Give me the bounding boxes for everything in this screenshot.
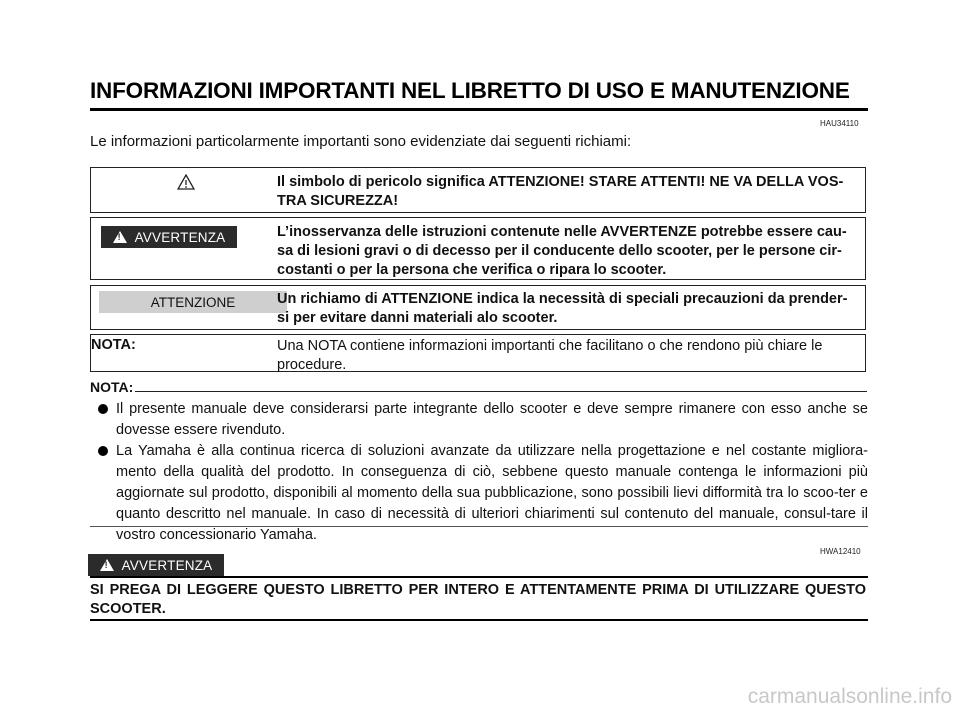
- bullet-text: La Yamaha è alla continua ricerca di soluzioni avanzate da utilizzare nella progettazione e nel costante migliora-mento della qualità del prodotto. In conseguenza di ciò, sebbene questo manuale contenga le informazioni più aggiornate sul prodotto, disponibili al momento della sua pubblicazione, sono possibili lievi difformità tra lo scoo-ter e quanto descritto nel manuale. In caso di necessità di ulteriori chiarimenti sul contenuto del manuale, consul-tare il vostro concessionario Yamaha.: [116, 443, 868, 543]
- list-item: [96, 399, 868, 441]
- section-separator: [90, 526, 868, 527]
- bullet-text: Il presente manuale deve considerarsi parte integrante dello scooter e deve sempre rimanere con esso anche se dovesse essere rivenduto.: [116, 401, 868, 438]
- bottom-rule-top: [90, 576, 868, 578]
- bottom-avvertenza-badge: [88, 554, 224, 576]
- nota-row-label: NOTA:: [91, 337, 136, 353]
- page-title: INFORMAZIONI IMPORTANTI NEL LIBRETTO DI USO E MANUTENZIONE: [90, 78, 850, 103]
- warning-icon: [100, 559, 114, 571]
- title-rule: [90, 108, 868, 111]
- code-bottom: HWA12410: [820, 547, 861, 556]
- bottom-warning-text: SI PREGA DI LEGGERE QUESTO LIBRETTO PER INTERO E ATTENTAMENTE PRIMA DI UTILIZZARE QUESTO SCOOTER.: [90, 582, 866, 617]
- nota-bullets: [96, 399, 868, 546]
- bullet-icon: [98, 446, 108, 456]
- attenzione-badge: ATTENZIONE: [99, 291, 287, 313]
- nota-label: NOTA:: [90, 379, 134, 395]
- symbol-text: Il simbolo di pericolo significa ATTENZIONE! STARE ATTENTI! NE VA DELLA VOS-TRA SICUREZZA!: [277, 174, 844, 209]
- attenzione-row: [90, 285, 866, 330]
- symbol-row: [90, 167, 866, 213]
- nota-row: [90, 334, 866, 372]
- avvertenza-row: [90, 217, 866, 280]
- intro-text: Le informazioni particolarmente importanti sono evidenziate dai seguenti richiami:: [90, 133, 632, 150]
- nota-row-text: Una NOTA contiene informazioni importanti che facilitano o che rendono più chiare le procedure.: [277, 338, 823, 373]
- bottom-rule-bottom: [90, 619, 868, 621]
- code-top: HAU34110: [820, 119, 859, 128]
- warning-triangle-icon: [177, 174, 195, 190]
- bottom-badge-label: AVVERTENZA: [121, 557, 213, 573]
- avvertenza-badge: [101, 226, 237, 248]
- list-item: [96, 441, 868, 546]
- nota-rule: [135, 391, 867, 392]
- avvertenza-badge-label: AVVERTENZA: [134, 229, 226, 245]
- warning-icon: [113, 231, 127, 243]
- bullet-icon: [98, 404, 108, 414]
- watermark: carmanualsonline.info: [747, 685, 952, 708]
- avvertenza-text: L’inosservanza delle istruzioni contenute nelle AVVERTENZE potrebbe essere cau-sa di lesioni gravi o di decesso per il conducente dello scooter, per le persone cir-costanti o per la persona che verifica o ripara lo scooter.: [277, 224, 847, 278]
- attenzione-text: Un richiamo di ATTENZIONE indica la necessità di speciali precauzioni da prender-si per evitare danni materiali alo scooter.: [277, 291, 848, 326]
